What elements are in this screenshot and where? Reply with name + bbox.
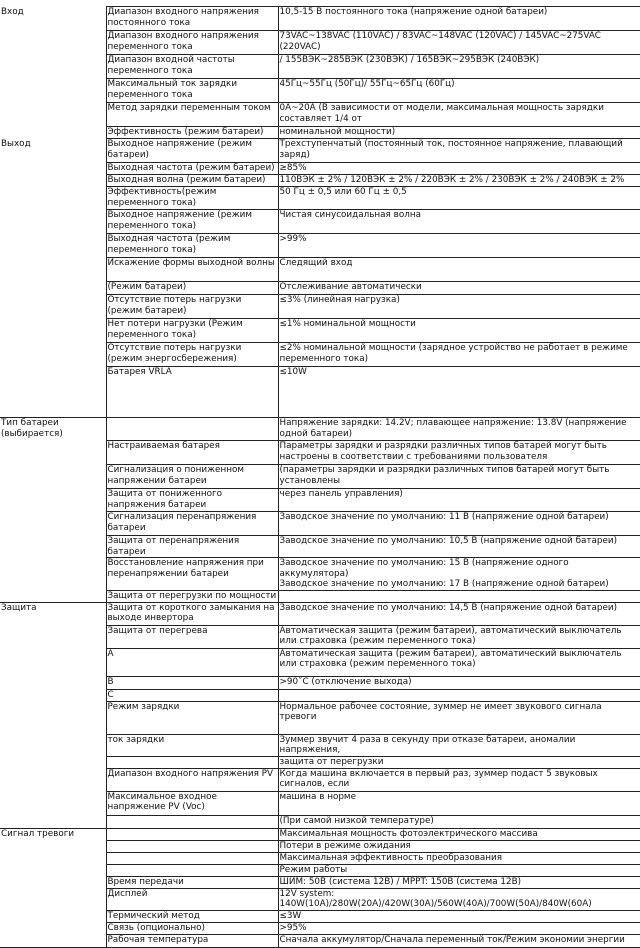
- spec-row: [0, 187, 640, 210]
- parameter-name: Защита от перенапряжения батареи: [106, 536, 278, 558]
- spec-row: [0, 79, 640, 103]
- parameter-name: Максимальное входное напряжение PV (Voc): [106, 791, 278, 815]
- parameter-value: Заводское значение по умолчанию: 11 В (напряжение одной батареи): [278, 512, 640, 536]
- parameter-name: Нет потери нагрузки (Режим переменного тока): [106, 319, 278, 343]
- parameter-value: ≤2% номинальной мощности (зарядное устройство не работает в режиме переменного тока): [278, 343, 640, 367]
- parameter-name: [106, 840, 278, 852]
- parameter-name: С: [106, 689, 278, 701]
- section-label: [0, 319, 106, 343]
- parameter-value: Чистая синусоидальная волна: [278, 210, 640, 234]
- parameter-value: (параметры зарядки и разрядки различных типов батарей могут быть установлены: [278, 465, 640, 489]
- parameter-name: [106, 815, 278, 828]
- spec-row: [0, 888, 640, 910]
- section-label: [0, 590, 106, 602]
- spec-row: [0, 840, 640, 852]
- parameter-value: ≤3% (линейная нагрузка): [278, 295, 640, 319]
- parameter-name: Отсутствие потерь нагрузки (режим энергосбережения): [106, 343, 278, 367]
- parameter-name: Защита от короткого замыкания на выходе инвертора: [106, 602, 278, 625]
- spec-row: [0, 648, 640, 676]
- parameter-name: [106, 852, 278, 864]
- parameter-value: (При самой низкой температуре): [278, 815, 640, 828]
- spec-row: [0, 465, 640, 489]
- spec-row: [0, 31, 640, 55]
- section-label: [0, 234, 106, 258]
- parameter-name: Эффективность (режим батареи): [106, 127, 278, 139]
- spec-row: [0, 418, 640, 441]
- parameter-name: Термический метод: [106, 910, 278, 922]
- parameter-value: 45Гц~55Гц (50Гц)/ 55Гц~65Гц (60Гц): [278, 79, 640, 103]
- spec-row: [0, 295, 640, 319]
- spec-row: [0, 103, 640, 127]
- section-label: [0, 876, 106, 888]
- section-label: [0, 701, 106, 734]
- parameter-value: [278, 689, 640, 701]
- parameter-name: Отсутствие потерь нагрузки (режим батареи): [106, 295, 278, 319]
- parameter-value: Зуммер звучит 4 раза в секунду при отказе батареи, аномалии напряжения,: [278, 734, 640, 756]
- parameter-name: Рабочая температура: [106, 934, 278, 947]
- parameter-name: Защита от перегрева: [106, 625, 278, 648]
- parameter-name: [106, 864, 278, 876]
- parameter-name: Сигнализация о пониженном напряжении батареи: [106, 465, 278, 489]
- parameter-value: защита от перегрузки: [278, 756, 640, 768]
- section-label: [0, 676, 106, 689]
- spec-row: [0, 536, 640, 558]
- parameter-value: Нормальное рабочее состояние, зуммер не имеет звукового сигнала тревоги: [278, 701, 640, 734]
- parameter-name: Диапазон входного напряжения постоянного тока: [106, 7, 278, 31]
- parameter-value: Максимальная мощность фотоэлектрического массива: [278, 828, 640, 840]
- parameter-value: [278, 590, 640, 602]
- section-label: [0, 625, 106, 648]
- spec-row: [0, 139, 640, 163]
- parameter-name: Время передачи: [106, 876, 278, 888]
- parameter-name: Настраиваемая батарея: [106, 441, 278, 465]
- parameter-value: Автоматическая защита (режим батареи), автоматический выключатель или страховка (режим переменного тока): [278, 648, 640, 676]
- parameter-name: Диапазон входной частоты переменного тока: [106, 55, 278, 79]
- parameter-value: 10,5-15 В постоянного тока (напряжение одной батареи): [278, 7, 640, 31]
- parameter-value: / 155ВЭК~285ВЭК (230ВЭК) / 165ВЭК~295ВЭК (240ВЭК): [278, 55, 640, 79]
- parameter-value: >95%: [278, 922, 640, 934]
- spec-row: [0, 922, 640, 934]
- section-label: [0, 103, 106, 127]
- spec-row: [0, 910, 640, 922]
- parameter-value: Трехступенчатый (постоянный ток, постоянное напряжение, плавающий заряд): [278, 139, 640, 163]
- section-label: [0, 282, 106, 295]
- parameter-name: Выходная частота (режим переменного тока): [106, 234, 278, 258]
- parameter-value: Напряжение зарядки: 14.2V; плавающее напряжение: 13.8V (напряжение одной батареи): [278, 418, 640, 441]
- spec-table: [0, 6, 640, 948]
- spec-row: [0, 791, 640, 815]
- parameter-value: Заводское значение по умолчанию: 10,5 В (напряжение одной батареи): [278, 536, 640, 558]
- section-label: [0, 187, 106, 210]
- spec-table-body: [0, 7, 640, 948]
- spec-row: [0, 852, 640, 864]
- parameter-name: ток зарядки: [106, 734, 278, 756]
- parameter-name: Диапазон входного напряжения переменного тока: [106, 31, 278, 55]
- parameter-value: ≤3W: [278, 910, 640, 922]
- section-label: [0, 840, 106, 852]
- parameter-name: Диапазон входного напряжения PV: [106, 768, 278, 791]
- spec-row: [0, 864, 640, 876]
- parameter-value: 110ВЭК ± 2% / 120ВЭК ± 2% / 220ВЭК ± 2% / 230ВЭК ± 2% / 240ВЭК ± 2%: [278, 175, 640, 187]
- parameter-name: Связь (опционально): [106, 922, 278, 934]
- parameter-value: 73VAC~138VAC (110VAC) / 83VAC~148VAC (120VAC) / 145VAC~275VAC (220VAC): [278, 31, 640, 55]
- parameter-name: Искажение формы выходной волны: [106, 258, 278, 282]
- spec-row: [0, 489, 640, 512]
- parameter-value: Когда машина включается в первый раз, зуммер подаст 5 звуковых сигналов, если: [278, 768, 640, 791]
- parameter-name: Режим зарядки: [106, 701, 278, 734]
- section-label: [0, 768, 106, 791]
- spec-row: [0, 602, 640, 625]
- spec-row: [0, 441, 640, 465]
- parameter-value: ШИМ: 50В (система 12В) / MPPT: 150В (система 12В): [278, 876, 640, 888]
- section-label: [0, 441, 106, 465]
- section-label: [0, 734, 106, 756]
- section-label: [0, 127, 106, 139]
- section-label: Защита: [0, 602, 106, 625]
- spec-row: [0, 768, 640, 791]
- section-label: [0, 922, 106, 934]
- section-label: [0, 295, 106, 319]
- section-label: [0, 864, 106, 876]
- section-label: [0, 536, 106, 558]
- spec-row: [0, 701, 640, 734]
- spec-row: [0, 163, 640, 175]
- parameter-value: ≥85%: [278, 163, 640, 175]
- spec-row: [0, 689, 640, 701]
- spec-row: [0, 756, 640, 768]
- parameter-value: 50 Гц ± 0,5 или 60 Гц ± 0,5: [278, 187, 640, 210]
- section-label: [0, 175, 106, 187]
- spec-row: [0, 210, 640, 234]
- parameter-value: ≤10W: [278, 367, 640, 418]
- section-label: [0, 367, 106, 418]
- parameter-value: Потери в режиме ожидания: [278, 840, 640, 852]
- section-label: [0, 465, 106, 489]
- parameter-value: Заводское значение по умолчанию: 15 В (напряжение одного аккумулятора) Заводское значение по умолчанию: 17 В (напряжение одной батареи): [278, 558, 640, 591]
- parameter-value: машина в норме: [278, 791, 640, 815]
- parameter-name: Защита от перегрузки по мощности: [107, 590, 277, 601]
- section-label: Выход: [1, 138, 31, 149]
- section-label: [0, 258, 106, 282]
- spec-row: [0, 590, 640, 602]
- spec-row: [0, 676, 640, 689]
- parameter-value: Отслеживание автоматически: [278, 282, 640, 295]
- spec-row: [0, 876, 640, 888]
- spec-row: [0, 934, 640, 947]
- section-label: [0, 689, 106, 701]
- section-label: [0, 163, 106, 175]
- parameter-name: Выходная частота (режим батареи): [106, 163, 278, 175]
- section-label: [0, 756, 106, 768]
- section-label: [0, 558, 106, 591]
- parameter-value: Максимальная эффективность преобразования: [278, 852, 640, 864]
- parameter-name: Защита от пониженного напряжения батареи: [106, 489, 278, 512]
- parameter-value: >90˚С (отключение выхода): [278, 676, 640, 689]
- spec-row: [0, 558, 640, 591]
- parameter-value: 12V system: 140W(10A)/280W(20A)/420W(30A)/560W(40A)/700W(50A)/840W(60A): [278, 888, 640, 910]
- parameter-name: Метод зарядки переменным током: [106, 103, 278, 127]
- parameter-value: номинальной мощности): [278, 127, 640, 139]
- section-label: [0, 512, 106, 536]
- spec-row: [0, 625, 640, 648]
- spec-row: [0, 175, 640, 187]
- spec-row: [0, 7, 640, 31]
- spec-row: [0, 234, 640, 258]
- section-label: [0, 648, 106, 676]
- parameter-value: Режим работы: [278, 864, 640, 876]
- parameter-name: [106, 828, 278, 840]
- section-label: [0, 815, 106, 828]
- parameter-value: через панель управления): [278, 489, 640, 512]
- spec-row: [0, 512, 640, 536]
- spec-row: [0, 258, 640, 282]
- section-label: [0, 343, 106, 367]
- parameter-value: ≤1% номинальной мощности: [278, 319, 640, 343]
- spec-row: [0, 343, 640, 367]
- section-label: Сигнал тревоги: [0, 828, 106, 840]
- spec-row: [0, 127, 640, 139]
- spec-row: [0, 367, 640, 418]
- parameter-name: Максимальный ток зарядки переменного тока: [106, 79, 278, 103]
- parameter-name: А: [106, 648, 278, 676]
- section-label: [0, 791, 106, 815]
- parameter-name: [106, 756, 278, 768]
- parameter-value: Заводское значение по умолчанию: 14,5 В (напряжение одной батареи): [278, 602, 640, 625]
- section-label: [0, 210, 106, 234]
- section-label: [0, 852, 106, 864]
- spec-row: [0, 319, 640, 343]
- parameter-name: Восстановление напряжения при перенапряжении батареи: [106, 558, 278, 591]
- section-label: Тип батареи (выбирается): [0, 418, 106, 441]
- parameter-name: В: [106, 676, 278, 689]
- parameter-name: Эффективность(режим переменного тока): [106, 187, 278, 210]
- parameter-name: Батарея VRLA: [106, 367, 278, 418]
- parameter-name: Дисплей: [106, 888, 278, 910]
- spec-row: [0, 55, 640, 79]
- parameter-value: Параметры зарядки и разрядки различных типов батарей могут быть настроены в соответствии с требованиями пользователя: [278, 441, 640, 465]
- parameter-value: >99%: [278, 234, 640, 258]
- parameter-name: [106, 418, 278, 441]
- section-label: [0, 910, 106, 922]
- parameter-name: Выходное напряжение (режим переменного тока): [106, 210, 278, 234]
- section-label: [0, 489, 106, 512]
- spec-row: [0, 282, 640, 295]
- section-label: [0, 888, 106, 910]
- spec-row: [0, 734, 640, 756]
- parameter-name: Выходное напряжение (режим батареи): [106, 139, 278, 163]
- parameter-name: Сигнализация перенапряжения батареи: [106, 512, 278, 536]
- parameter-value: Сначала аккумулятор/Сначала переменный ток/Режим экономии энергии: [278, 934, 640, 947]
- parameter-value: 0А~20А (В зависимости от модели, максимальная мощность зарядки составляет 1/4 от: [278, 103, 640, 127]
- section-label: [0, 31, 106, 55]
- section-label: [0, 934, 106, 947]
- section-label: [0, 79, 106, 103]
- section-label: Вход: [1, 6, 24, 17]
- spec-row: [0, 815, 640, 828]
- spec-row: [0, 828, 640, 840]
- parameter-value: Автоматическая защита (режим батареи), автоматический выключатель или страховка (режим переменного тока): [278, 625, 640, 648]
- parameter-name: Выходная волна (режим батареи): [106, 175, 278, 187]
- parameter-value: Следящий вход: [278, 258, 640, 282]
- section-label: [0, 55, 106, 79]
- parameter-name: (Режим батареи): [106, 282, 278, 295]
